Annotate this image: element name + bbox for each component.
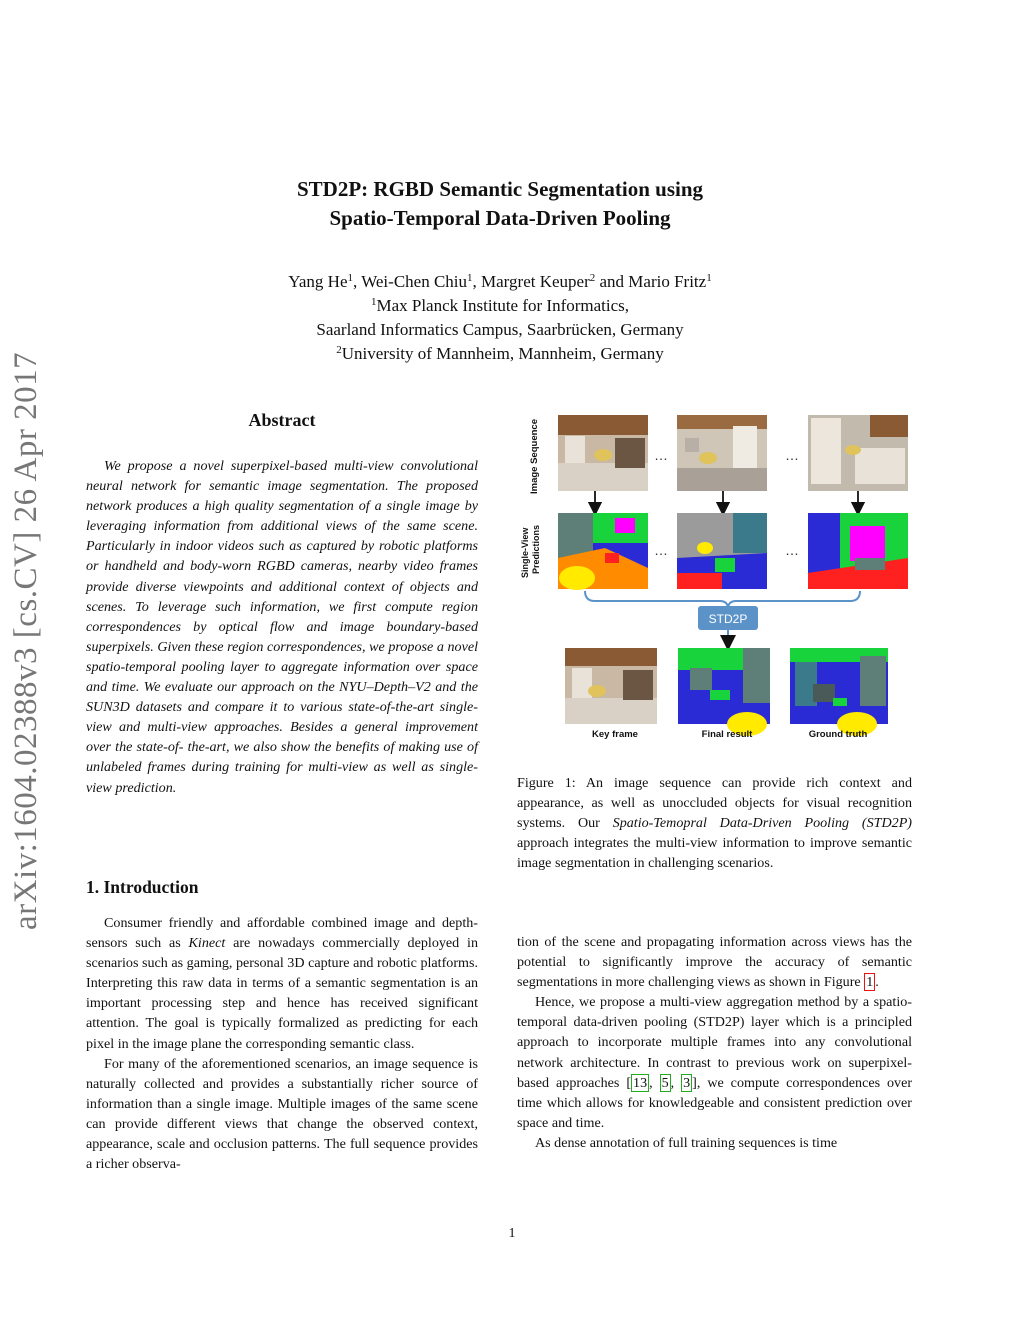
text-run: are nowadays commercially deployed in scenarios such as gaming, personal 3D capture and robotic platforms. Interpreting this raw data in terms of a semantic segmentation is an important processing step and hence has received significant attention. The goal is typically formalized as predicting for each pixel in the image plane the corresponding semantic class. (86, 935, 478, 1052)
caption-method-name: Spatio-Temopral Data-Driven Pooling (STD2P) (612, 815, 912, 832)
title-line-1: STD2P: RGBD Semantic Segmentation using (296, 177, 704, 201)
prediction-frame-2 (677, 513, 767, 589)
affiliation-2 (150, 342, 850, 366)
affiliation-text: University of Mannheim, Mannheim, Germany (341, 344, 664, 363)
prediction-frame-3 (808, 513, 908, 589)
section-heading-introduction: 1. Introduction (86, 877, 199, 897)
affiliation-1 (150, 294, 850, 318)
affil-mark: 1 (467, 272, 473, 284)
author-name: Yang He (288, 272, 348, 291)
text-run: approach integrates the multi-view information to improve semantic image segmentation in challenging scenarios. (517, 835, 912, 872)
citation-link[interactable]: 5 (661, 1074, 669, 1091)
author-name: Mario Fritz (628, 272, 707, 291)
affiliation-text: Max Planck Institute for Informatics, (376, 296, 630, 315)
intro-body (86, 913, 478, 1174)
text-run: , (649, 1074, 660, 1091)
intro-paragraph-1 (86, 913, 478, 1054)
row-label-single-view: Single-View (520, 527, 530, 578)
author-line (150, 270, 850, 294)
affil-mark: 1 (347, 272, 353, 284)
paper-title (150, 175, 850, 233)
author-sep: , (353, 272, 362, 291)
text-run: Figure 1: An image sequence can provide rich context and appearance, as well as unoccluded objects for visual recognition systems. Our (517, 775, 912, 832)
text-run: Hence, we propose a multi-view aggregation method by a spatio-temporal data-driven pooling (STD2P) layer which is a principled approach to incorporate multiple frames into any convolutional network architecture. In contrast to previous work on superpixel-based approaches [ (517, 994, 912, 1091)
text-run: , (670, 1074, 682, 1091)
ellipsis-row1-b: … (785, 447, 799, 463)
abstract-heading: Abstract (248, 410, 316, 430)
title-line-2: Spatio-Temporal Data-Driven Pooling (329, 206, 671, 230)
label-final-result: Final result (701, 729, 753, 740)
citation-link[interactable]: 3 (683, 1074, 691, 1091)
row-label-image-sequence: Image Sequence (529, 419, 540, 494)
kinect-term: Kinect (188, 935, 226, 952)
final-result-image (678, 648, 770, 736)
text-run: ], we compute correspondences over time which allows for knowledgeable and consistent prediction over space and time. (517, 1074, 913, 1131)
right-column-body (517, 932, 912, 1153)
row-label-predictions: Predictions (531, 524, 541, 574)
arxiv-sidebar-id: arXiv:1604.02388v3 [cs.CV] 26 Apr 2017 (8, 351, 44, 930)
affiliation-1b: Saarland Informatics Campus, Saarbrücken, Germany (316, 320, 684, 339)
affil-mark: 1 (706, 272, 712, 284)
author-block (150, 270, 850, 366)
ellipsis-row2-a: … (654, 542, 668, 558)
figure-1-caption (517, 773, 912, 873)
right-paragraph-3: As dense annotation of full training sequences is time (535, 1134, 838, 1151)
figure-1 (515, 408, 915, 748)
sequence-frame-1 (558, 415, 648, 491)
affil-mark: 2 (336, 344, 342, 356)
abstract-text: We propose a novel superpixel-based multi-view convolutional neural network for semantic image segmentation. The proposed network produces a high quality segmentation of a single image by leveraging information from additional views of the same scene. Particularly in indoor videos such as captured by robotic platforms or handheld and body-worn RGBD cameras, nearby video frames provide diverse viewpoints and additional context of objects and scenes. To leverage such information, we first compute region correspondences by optical flow and image boundary-based superpixels. Given these region correspondences, we propose a novel spatio-temporal pooling layer to aggregate information over space and time. We evaluate our approach on the NYU–Depth–V2 and the SUN3D datasets and compare it to various state-of-the-art single-view and multi-view approaches. Besides a general improvement over the state-of- the-art, we also show the benefits of making use of unlabeled frames during training for multi-view as well as single-view prediction. (86, 458, 478, 796)
author-name: Wei-Chen Chiu (361, 272, 468, 291)
text-run: tion of the scene and propagating information across views has the potential to significantly improve the accuracy of semantic segmentations in more challenging views as shown in Figure (517, 934, 912, 991)
ground-truth-image (790, 648, 888, 736)
author-sep: and (595, 272, 629, 291)
ellipsis-row1-a: … (654, 447, 668, 463)
text-run: . (875, 974, 879, 991)
label-key-frame: Key frame (592, 729, 638, 740)
ellipsis-row2-b: … (785, 542, 799, 558)
citation-link[interactable]: 13 (633, 1074, 648, 1091)
author-sep: , (472, 272, 482, 291)
std2p-label: STD2P (708, 612, 748, 626)
author-name: Margret Keuper (481, 272, 590, 291)
key-frame-image (565, 648, 657, 724)
label-ground-truth: Ground truth (808, 729, 868, 740)
affil-mark: 2 (589, 272, 596, 284)
right-paragraph-2 (517, 992, 912, 1133)
figure-ref-link[interactable]: 1 (866, 974, 874, 991)
sequence-frame-2 (677, 415, 767, 491)
sequence-frame-3 (808, 415, 908, 491)
affil-mark: 1 (370, 296, 377, 308)
intro-paragraph-2: For many of the aforementioned scenarios, an image sequence is naturally collected and provides a substantially richer source of information than a single image. Multiple images of the same scene can provide different views that change the observed context, appearance, scale and occlusion patterns. The full sequence provides a richer observa- (86, 1055, 478, 1173)
page-number: 1 (508, 1226, 516, 1241)
prediction-frame-1 (558, 513, 648, 590)
text-run: Consumer friendly and affordable combined image and depth-sensors such as (86, 915, 478, 952)
right-paragraph-1 (517, 932, 912, 992)
